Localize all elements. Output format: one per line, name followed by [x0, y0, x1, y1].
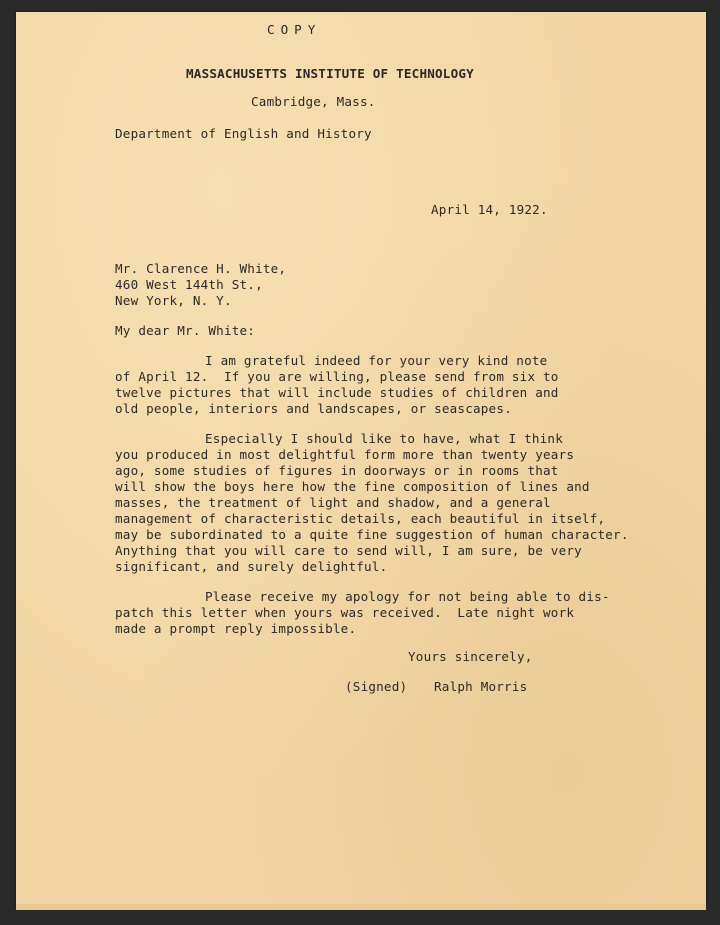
body-paragraph-2-line: ago, some studies of figures in doorways or in rooms that: [115, 463, 559, 478]
body-paragraph-2-line: masses, the treatment of light and shadow, and a general: [115, 495, 551, 510]
body-paragraph-1-line: twelve pictures that will include studies of children and: [115, 385, 559, 400]
recipient-city: New York, N. Y.: [115, 293, 232, 308]
signature-name: Ralph Morris: [434, 679, 528, 694]
signed-label: (Signed): [345, 679, 408, 694]
body-paragraph-1-line: of April 12. If you are willing, please send from six to: [115, 369, 559, 384]
department-line: Department of English and History: [115, 126, 372, 141]
body-paragraph-3-line: made a prompt reply impossible.: [115, 621, 357, 636]
copy-label: COPY: [267, 22, 322, 37]
letter-date: April 14, 1922.: [431, 202, 548, 217]
closing: Yours sincerely,: [408, 649, 533, 664]
body-paragraph-2-line: will show the boys here how the fine composition of lines and: [115, 479, 590, 494]
recipient-name: Mr. Clarence H. White,: [115, 261, 287, 276]
institution-heading: MASSACHUSETTS INSTITUTE OF TECHNOLOGY: [186, 66, 474, 81]
letter-page: [16, 12, 706, 908]
body-paragraph-2-line: may be subordinated to a quite fine suggestion of human character.: [115, 527, 629, 542]
body-paragraph-2-line: significant, and surely delightful.: [115, 559, 388, 574]
body-paragraph-2-line: you produced in most delightful form more than twenty years: [115, 447, 575, 462]
body-paragraph-2-line: Especially I should like to have, what I think: [205, 431, 563, 446]
body-paragraph-3-line: Please receive my apology for not being able to dis-: [205, 589, 610, 604]
body-paragraph-1-line: I am grateful indeed for your very kind note: [205, 353, 548, 368]
city-line: Cambridge, Mass.: [251, 94, 376, 109]
body-paragraph-1-line: old people, interiors and landscapes, or seascapes.: [115, 401, 512, 416]
paper-bottom-edge: [16, 904, 706, 910]
salutation: My dear Mr. White:: [115, 323, 256, 338]
recipient-street: 460 West 144th St.,: [115, 277, 263, 292]
body-paragraph-3-line: patch this letter when yours was received. Late night work: [115, 605, 575, 620]
body-paragraph-2-line: Anything that you will care to send will, I am sure, be very: [115, 543, 582, 558]
body-paragraph-2-line: management of characteristic details, each beautiful in itself,: [115, 511, 606, 526]
